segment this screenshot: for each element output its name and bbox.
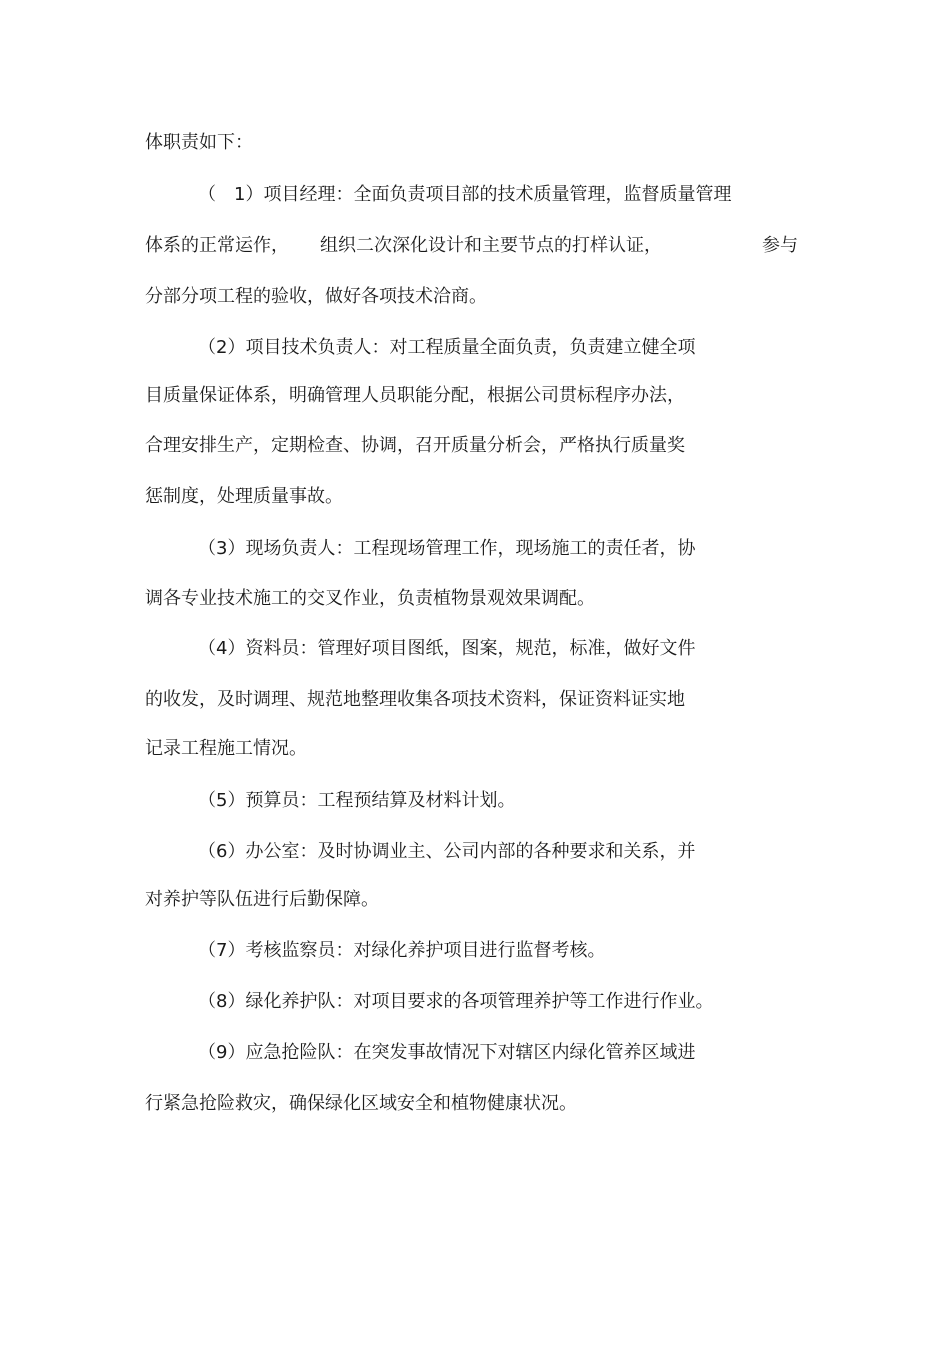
- paragraph-7-line-1: （7）考核监察员：对绿化养护项目进行监督考核。: [198, 940, 606, 961]
- paragraph-1-line-2b: 组织二次深化设计和主要节点的打样认证，: [320, 235, 662, 256]
- paragraph-2-line-1: （2）项目技术负责人：对工程质量全面负责，负责建立健全项: [198, 337, 696, 358]
- paragraph-2-line-4: 惩制度，处理质量事故。: [145, 486, 343, 507]
- paragraph-1-line-1: （ 1）项目经理：全面负责项目部的技术质量管理，监督质量管理: [198, 184, 732, 205]
- paragraph-6-line-1: （6）办公室：及时协调业主、公司内部的各种要求和关系，并: [198, 841, 696, 862]
- paragraph-4-line-2: 的收发，及时调理、规范地整理收集各项技术资料，保证资料证实地: [145, 689, 685, 710]
- paragraph-1-line-3: 分部分项工程的验收，做好各项技术洽商。: [145, 286, 487, 307]
- text-line: 体职责如下：: [145, 132, 253, 153]
- paragraph-5-line-1: （5）预算员：工程预结算及材料计划。: [198, 790, 516, 811]
- paragraph-2-line-3: 合理安排生产，定期检查、协调，召开质量分析会，严格执行质量奖: [145, 435, 685, 456]
- paragraph-8-line-1: （8）绿化养护队：对项目要求的各项管理养护等工作进行作业。: [198, 991, 714, 1012]
- paragraph-3-line-1: （3）现场负责人：工程现场管理工作，现场施工的责任者，协: [198, 538, 696, 559]
- paragraph-9-line-1: （9）应急抢险队：在突发事故情况下对辖区内绿化管养区域进: [198, 1042, 696, 1063]
- paragraph-4-line-1: （4）资料员：管理好项目图纸，图案，规范，标准，做好文件: [198, 638, 696, 659]
- paragraph-3-line-2: 调各专业技术施工的交叉作业，负责植物景观效果调配。: [145, 588, 595, 609]
- paragraph-4-line-3: 记录工程施工情况。: [145, 738, 307, 759]
- paragraph-2-line-2: 目质量保证体系，明确管理人员职能分配，根据公司贯标程序办法，: [145, 385, 685, 406]
- paragraph-1-line-2c: 参与: [762, 235, 798, 256]
- paragraph-6-line-2: 对养护等队伍进行后勤保障。: [145, 889, 379, 910]
- paragraph-9-line-2: 行紧急抢险救灾，确保绿化区域安全和植物健康状况。: [145, 1093, 577, 1114]
- paragraph-1-line-2a: 体系的正常运作，: [145, 235, 289, 256]
